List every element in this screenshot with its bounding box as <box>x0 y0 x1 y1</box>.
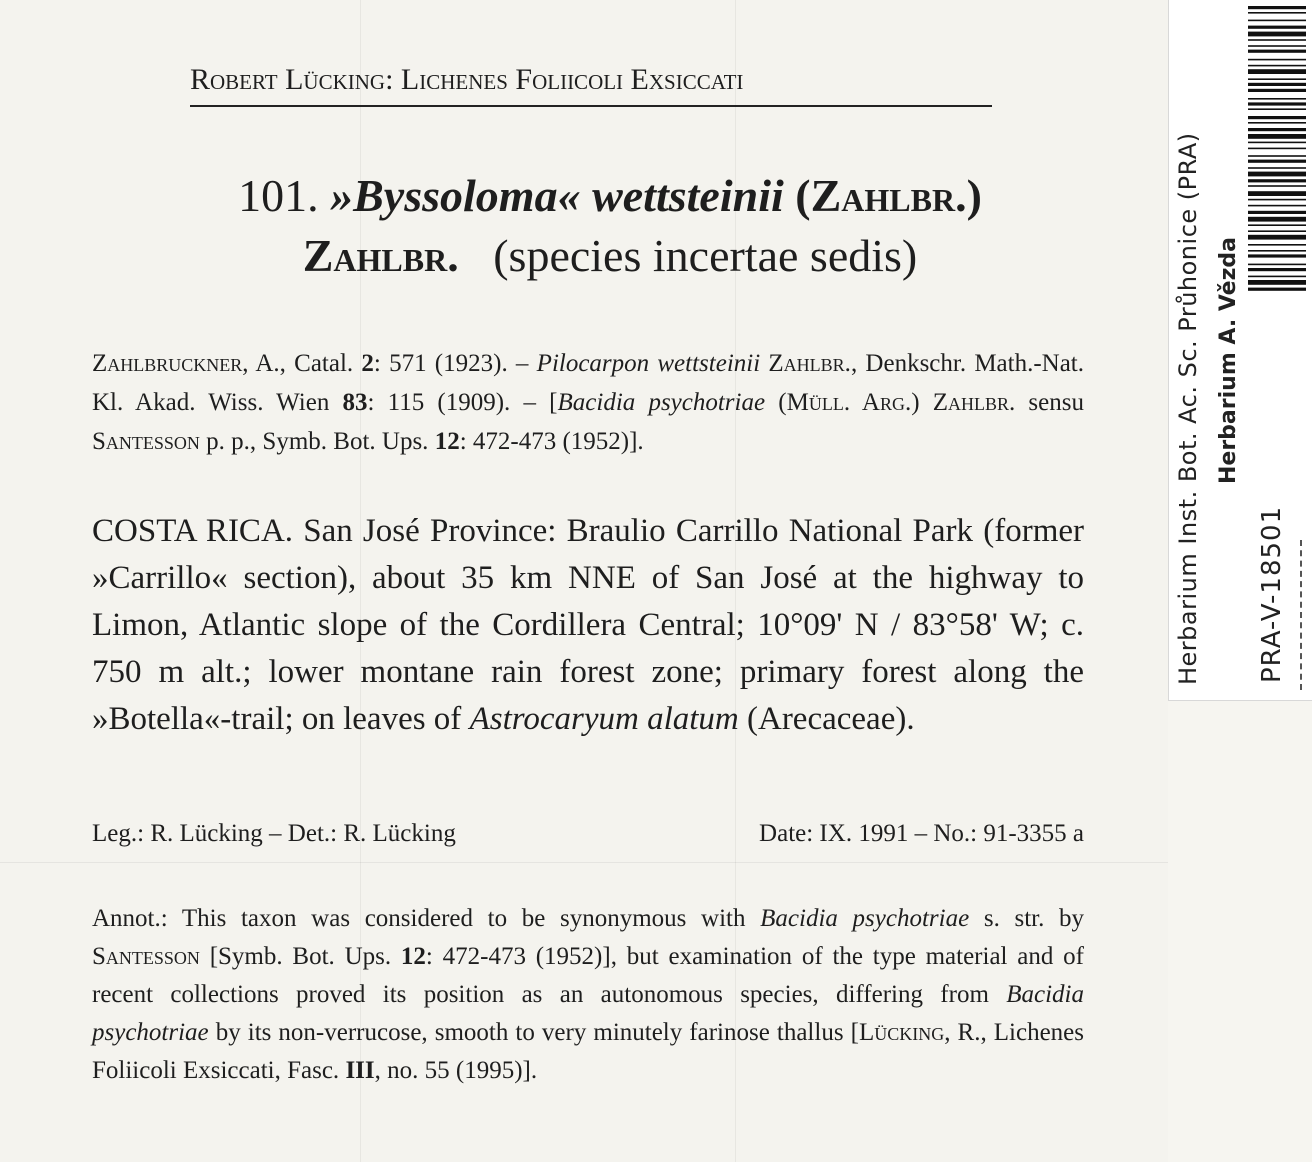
barcode-bar <box>1248 39 1306 41</box>
host-plant-name: Astrocaryum alatum <box>469 701 739 737</box>
barcode-bar <box>1248 59 1306 61</box>
barcode-bar <box>1248 98 1306 100</box>
barcode-bar <box>1248 116 1306 119</box>
barcode-bar <box>1248 268 1306 271</box>
barcode-bar <box>1248 167 1306 169</box>
barcode-bar <box>1248 191 1306 196</box>
author-name: Müll. Arg. <box>786 389 912 416</box>
barcode-bar <box>1248 6 1306 9</box>
volume-number: 2 <box>361 350 374 377</box>
barcode-bar <box>1248 32 1306 37</box>
barcode-bar <box>1248 230 1306 232</box>
taxon-reference: Bacidia psychotriae <box>760 905 970 932</box>
annotation-text: , R., Lichenes Foliicoli Exsiccati, Fasc. <box>92 1019 1084 1084</box>
author-name: Zahlbr. <box>768 350 851 377</box>
barcode-bar <box>1248 20 1306 22</box>
barcode-bar <box>1248 134 1306 139</box>
taxon-name: »Byssoloma« wettsteinii <box>330 170 784 221</box>
author-name: Santesson <box>92 428 200 455</box>
volume-number: 83 <box>342 389 368 416</box>
date-number: Date: IX. 1991 – No.: 91-3355 a <box>759 820 1084 847</box>
barcode-bar <box>1248 83 1306 86</box>
taxon-title <box>120 166 1100 286</box>
citation-text: ) <box>911 389 933 416</box>
citation-text: sensu <box>1015 389 1084 416</box>
barcode-bar <box>1248 160 1306 163</box>
author-name: Santesson <box>92 943 200 970</box>
volume-number: 12 <box>434 428 460 455</box>
citation-text: , Denkschr. Math.-Nat. Kl. Akad. Wiss. Wien <box>92 350 1085 416</box>
citation-text: : 115 (1909). – [ <box>367 389 558 416</box>
barcode-icon <box>1248 4 1306 474</box>
taxon-author-basionym: (Zahlbr.) <box>795 170 982 221</box>
barcode-bar <box>1248 45 1306 47</box>
author-name: Lücking <box>858 1019 945 1046</box>
citation-text: : 571 (1923). – <box>373 350 537 377</box>
barcode-bar <box>1248 199 1306 201</box>
barcode-bar <box>1248 12 1306 14</box>
collection-line <box>92 814 1084 854</box>
barcode-bar <box>1248 65 1306 67</box>
citation-text: p. p., Symb. Bot. Ups. <box>199 428 435 455</box>
barcode-bar <box>1248 128 1306 131</box>
barcode-bar <box>1248 148 1306 150</box>
barcode-bar <box>1248 69 1306 74</box>
author-name: Zahlbr. <box>932 389 1016 416</box>
barcode-bar <box>1248 205 1306 207</box>
volume-number: 12 <box>400 943 426 970</box>
synonymy-paragraph <box>92 344 1084 461</box>
barcode-bar <box>1248 26 1306 29</box>
barcode-bar <box>1248 254 1306 257</box>
barcode-bar <box>1248 224 1306 226</box>
exsiccata-number: 101. <box>238 170 319 221</box>
taxon-author: Zahlbr. <box>302 230 459 281</box>
barcode-bar <box>1248 280 1306 285</box>
barcode-bar <box>1248 89 1306 92</box>
collector-determiner: Leg.: R. Lücking – Det.: R. Lücking <box>92 820 456 847</box>
specimen-id: PRA-V-18501 <box>1257 505 1287 683</box>
paper-fold-line <box>0 862 1168 863</box>
barcode-bar <box>1248 235 1306 240</box>
annotation-text: s. str. by <box>969 905 1084 932</box>
taxon-reference: Bacidia psychotriae <box>92 981 1084 1046</box>
annotation-text: : 472-473 (1952)], but examination of the type material and of recent collections proved its position as an autonomous species, differing from <box>92 943 1084 1008</box>
citation-text: , A., Catal. <box>242 350 362 377</box>
citation-text: ( <box>765 389 787 416</box>
barcode-bar <box>1248 172 1306 177</box>
annotation-text: by its non-verrucose, smooth to very minutely farinose thallus [ <box>208 1019 859 1046</box>
taxon-status: (species incertae sedis) <box>493 230 918 281</box>
fascicle-number: III <box>345 1057 375 1084</box>
locality-paragraph <box>92 508 1084 743</box>
barcode-bar <box>1248 185 1306 187</box>
author-name: Zahlbruckner <box>92 350 243 377</box>
barcode-bar <box>1248 108 1306 110</box>
barcode-bar <box>1248 264 1306 266</box>
barcode-bar <box>1248 78 1306 80</box>
annotation-text: , no. 55 (1995)]. <box>374 1057 538 1084</box>
series-underline <box>190 105 992 107</box>
barcode-bar <box>1248 244 1306 246</box>
barcode-bar <box>1248 142 1306 144</box>
annotation-text: [Symb. Bot. Ups. <box>199 943 401 970</box>
barcode-bar <box>1248 217 1306 222</box>
annotation-paragraph <box>92 900 1084 1090</box>
barcode-bar <box>1248 211 1306 214</box>
series-title: Robert Lücking: Lichenes Foliicoli Exsiccati <box>190 63 744 96</box>
synonym-name: Pilocarpon wettsteinii <box>536 350 761 377</box>
barcode-bar <box>1248 122 1306 124</box>
perforation-line <box>1300 540 1302 690</box>
barcode-bar <box>1248 155 1306 157</box>
barcode-bar <box>1248 250 1306 252</box>
citation-text: : 472-473 (1952)]. <box>459 428 644 455</box>
locality-text: (Arecaceae). <box>738 701 915 737</box>
annotation-text: Annot.: This taxon was considered to be synonymous with <box>92 905 761 932</box>
herbarium-institution: Herbarium Inst. Bot. Ac. Sc. Průhonice (PRA) <box>1174 132 1202 685</box>
barcode-bar <box>1248 102 1306 105</box>
barcode-bar <box>1248 288 1306 291</box>
barcode-bar <box>1248 179 1306 182</box>
synonym-name: Bacidia psychotriae <box>557 389 766 416</box>
herbarium-collection: Herbarium A. Vězda <box>1216 236 1241 484</box>
barcode-bar <box>1248 276 1306 278</box>
locality-text: COSTA RICA. San José Province: Braulio Carrillo National Park (former »Carrillo« section), about 35 km NNE of San José at the highway to Limon, Atlantic slope of the Cordillera Central; 10°09' N / 83°58' W; c. 750 m alt.; lower montane rain forest zone; primary forest along the »Botella«-trail; on leaves of <box>92 513 1084 737</box>
barcode-bar <box>1248 50 1306 53</box>
